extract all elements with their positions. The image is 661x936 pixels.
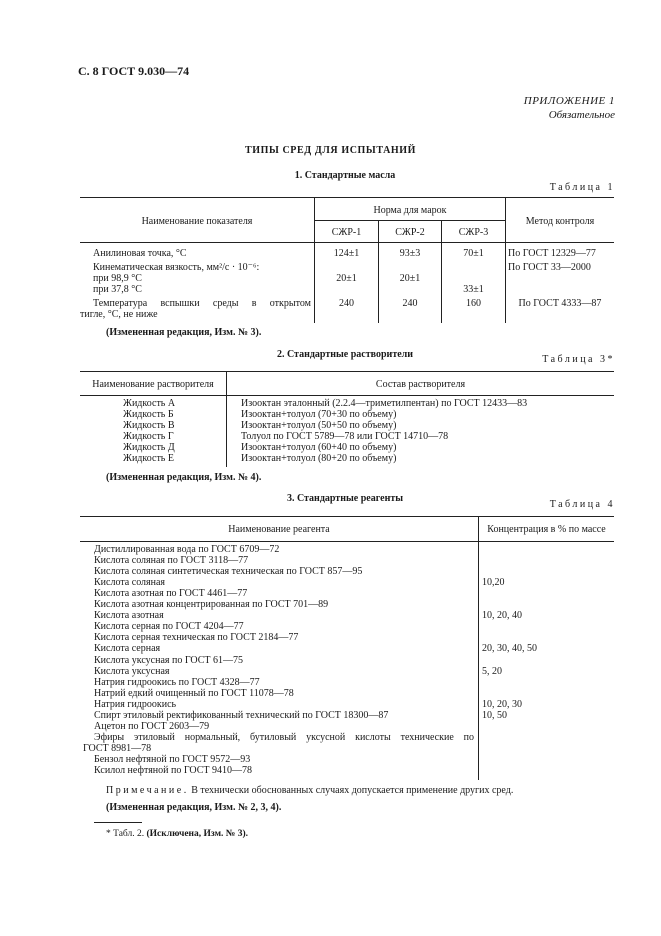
section2-edit-note: (Измененная редакция, Изм. № 4).: [106, 472, 262, 483]
footnote: [106, 829, 248, 839]
col-solvent-name-header: Наименование растворителя: [92, 379, 214, 390]
t3-row-name: Жидкость А: [123, 398, 176, 409]
t4-row-name: Бензол нефтяной по ГОСТ 9572—93: [94, 753, 251, 765]
t1-cell: 70±1: [463, 248, 484, 259]
t1-cell: 240: [402, 298, 418, 309]
page-header: С. 8 ГОСТ 9.030—74: [78, 64, 190, 78]
t3-row-name: Жидкость Г: [123, 431, 174, 442]
t4-row-name: Ацетон по ГОСТ 2603—79: [94, 720, 210, 732]
t4-row-name: Кислота серная: [94, 643, 161, 655]
t4-row-name: Кислота соляная по ГОСТ 3118—77: [94, 555, 249, 567]
t4-row-conc: 20, 30, 40, 50: [482, 643, 537, 655]
t4-row-name: Натрия гидроокись по ГОСТ 4328—77: [94, 676, 260, 688]
col-norm-header: Норма для марок: [373, 205, 447, 216]
t3-row-comp: Изооктан эталонный (2.2.4—триметилпентан) по ГОСТ 12433—83: [241, 398, 528, 409]
section1-edit-note: (Измененная редакция, Изм. № 3).: [106, 327, 262, 338]
grade-header: СЖР-2: [395, 227, 425, 238]
t3-row-comp: Изооктан+толуол (70+30 по объему): [241, 409, 397, 420]
note-text: В технически обоснованных случаях допускается применение других сред.: [191, 785, 514, 796]
footnote-divider: [94, 822, 142, 823]
section3-title: 3. Стандартные реагенты: [286, 493, 404, 504]
section1-table-label: Таблица 1: [549, 182, 615, 193]
t4-row-name: Кислота азотная по ГОСТ 4461—77: [94, 588, 248, 600]
t4-row-name: Кислота азотная концентрированная по ГОСТ 701—89: [94, 599, 329, 611]
col-reagent-name-header: Наименование реагента: [228, 524, 330, 535]
t4-row-name: ГОСТ 8981—78: [83, 742, 152, 754]
t4-row-name: Натрий едкий очищенный по ГОСТ 11078—78: [94, 687, 294, 699]
t3-row-name: Жидкость Д: [123, 442, 175, 453]
t3-row-comp: Изооктан+толуол (50+50 по объему): [241, 420, 397, 431]
t4-row-name: Кислота соляная синтетическая техническая по ГОСТ 857—95: [94, 566, 363, 578]
appendix-title: ПРИЛОЖЕНИЕ 1: [523, 95, 615, 107]
t4-row-name: Кислота уксусная по ГОСТ 61—75: [94, 654, 243, 666]
t1-method: По ГОСТ 33—2000: [508, 262, 591, 273]
col-solvent-comp-header: Состав растворителя: [375, 379, 466, 390]
section1-title: 1. Стандартные масла: [294, 170, 396, 181]
t3-row-comp: Толуол по ГОСТ 5789—78 или ГОСТ 14710—78: [241, 431, 449, 442]
t4-row-conc: 5, 20: [482, 665, 502, 677]
section2-title: 2. Стандартные растворители: [276, 349, 414, 360]
t4-row-name: Дистиллированная вода по ГОСТ 6709—72: [94, 544, 280, 555]
t4-row-name: Спирт этиловый ректификованный технический по ГОСТ 18300—87: [94, 709, 389, 721]
t4-row-name: Натрия гидроокись: [94, 698, 177, 710]
t3-row-name: Жидкость Е: [123, 453, 174, 464]
appendix-status: Обязательное: [548, 109, 615, 121]
t4-row-name: Кислота соляная: [94, 577, 166, 589]
appendix-block: [524, 94, 615, 122]
section3-table-label: Таблица 4: [549, 499, 615, 510]
col-reagent-conc-header: Концентрация в % по массе: [487, 524, 606, 535]
t4-row-name: Кислота серная техническая по ГОСТ 2184—77: [94, 632, 299, 644]
footnote-bold: (Исключена, Изм. № 3).: [146, 829, 249, 839]
main-title: ТИПЫ СРЕД ДЛЯ ИСПЫТАНИЙ: [244, 145, 417, 156]
t4-row-name: Эфиры этиловый нормальный, бутиловый уксусной кислоты технические по: [94, 731, 474, 743]
col-indicator-header: Наименование показателя: [141, 216, 253, 227]
t1-cell: 20±1: [399, 273, 421, 284]
t4-row-name: Кислота азотная: [94, 610, 164, 622]
t3-row-name: Жидкость Б: [123, 409, 174, 420]
footnote-prefix: * Табл. 2.: [106, 829, 145, 839]
t1-cell: 20±1: [336, 273, 357, 284]
t4-row-conc: 10, 50: [482, 709, 507, 721]
t3-row-comp: Изооктан+толуол (60+40 по объему): [241, 442, 397, 453]
grade-header: СЖР-3: [458, 227, 489, 238]
section3-edit-note: (Измененная редакция, Изм. № 2, 3, 4).: [106, 802, 282, 813]
t3-row-name: Жидкость В: [123, 420, 175, 431]
t1-method: По ГОСТ 4333—87: [518, 298, 602, 309]
t4-row-name: Кислота серная по ГОСТ 4204—77: [94, 621, 244, 633]
t4-row-conc: 10,20: [482, 577, 505, 589]
t1-row-name: Анилиновая точка, °С: [93, 248, 187, 259]
t1-row-name: тигле, °С, не ниже: [80, 309, 158, 320]
col-method-header: Метод контроля: [525, 216, 595, 227]
t1-row-name: при 37,8 °С: [93, 284, 142, 295]
section3-note: [106, 785, 513, 796]
t1-cell: 240: [339, 298, 354, 309]
t1-cell: 160: [466, 298, 481, 309]
note-label: Примечание.: [106, 785, 189, 796]
t1-method: По ГОСТ 12329—77: [508, 248, 596, 259]
t3-row-comp: Изооктан+толуол (80+20 по объему): [241, 453, 397, 464]
t4-row-conc: 10, 20, 30: [482, 698, 522, 710]
t1-row-name: Температура вспышки среды в открытом: [93, 298, 311, 309]
t1-row-name: Кинематическая вязкость, мм²/с · 10⁻⁶:: [93, 262, 260, 273]
t4-row-name: Ксилол нефтяной по ГОСТ 9410—78: [94, 765, 252, 776]
t1-cell: 33±1: [463, 284, 484, 295]
grade-header: СЖР-1: [331, 227, 362, 238]
section2-table-label: Таблица 3*: [542, 354, 615, 365]
t4-row-conc: 10, 20, 40: [482, 610, 522, 622]
t1-row-name: при 98,9 °С: [93, 273, 142, 284]
t1-cell: 124±1: [333, 248, 360, 259]
t1-cell: 93±3: [399, 248, 421, 259]
t4-row-name: Кислота уксусная: [94, 665, 170, 677]
